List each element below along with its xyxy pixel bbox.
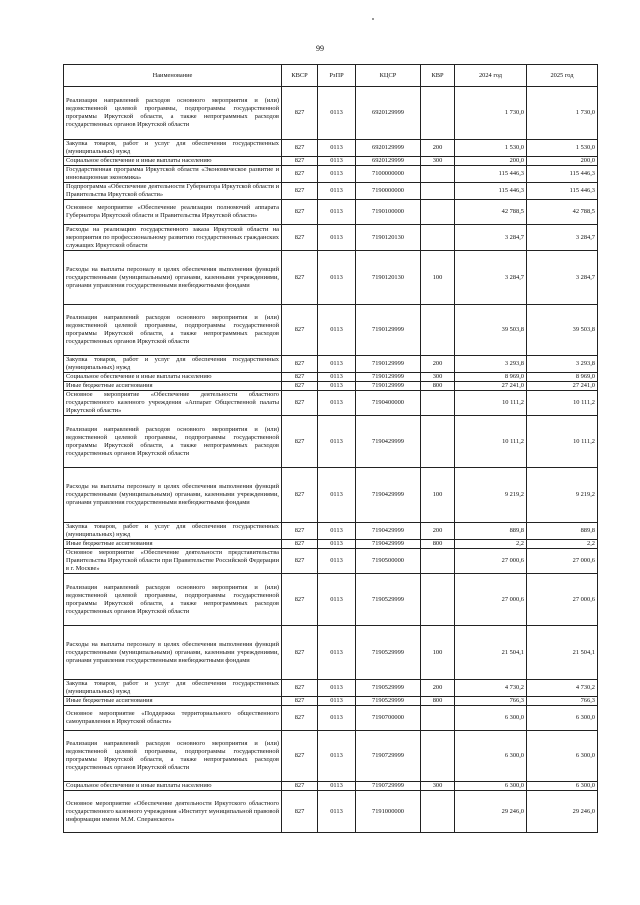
row-2025-cell: 3 293,8 (527, 356, 598, 373)
row-name-cell: Иные бюджетные ассигнования (64, 697, 282, 706)
row-kvr-cell: 200 (421, 680, 455, 697)
row-name-cell: Закупка товаров, работ и услуг для обеспечения государственных (муниципальных) нужд (64, 523, 282, 540)
table-header-row (64, 65, 598, 87)
row-kvr-cell: 800 (421, 697, 455, 706)
row-2025-cell: 29 246,0 (527, 791, 598, 833)
row-kvsr-cell: 827 (282, 140, 318, 157)
table-row (64, 140, 598, 157)
row-kvsr-cell: 827 (282, 305, 318, 356)
row-kvr-cell (421, 574, 455, 626)
row-kcsr-cell: 7190429999 (356, 468, 421, 523)
row-kvsr-cell: 827 (282, 468, 318, 523)
row-rzpr-cell: 0113 (318, 706, 356, 731)
row-2025-cell: 115 446,3 (527, 183, 598, 200)
row-name-cell: Основное мероприятие «Поддержка территориального общественного самоуправления в Иркутской области» (64, 706, 282, 731)
row-kvsr-cell: 827 (282, 540, 318, 549)
row-kcsr-cell: 7191000000 (356, 791, 421, 833)
row-rzpr-cell: 0113 (318, 87, 356, 140)
row-kvsr-cell: 827 (282, 251, 318, 305)
row-2024-cell: 3 284,7 (455, 251, 527, 305)
row-2024-cell: 889,8 (455, 523, 527, 540)
row-kcsr-cell: 7190129999 (356, 373, 421, 382)
row-2024-cell: 10 111,2 (455, 391, 527, 416)
table-row (64, 225, 598, 251)
row-2025-cell: 1 730,0 (527, 87, 598, 140)
table-row (64, 87, 598, 140)
row-rzpr-cell: 0113 (318, 166, 356, 183)
row-2025-cell: 9 219,2 (527, 468, 598, 523)
row-name-cell: Основное мероприятие «Обеспечение деятельности Иркутского областного государственного казенного учреждения «Институт муниципальной правовой информации имени М.М. Сперанского» (64, 791, 282, 833)
row-kcsr-cell: 7190120130 (356, 225, 421, 251)
row-name-cell: Иные бюджетные ассигнования (64, 382, 282, 391)
row-2024-cell: 1 530,0 (455, 140, 527, 157)
table-row (64, 391, 598, 416)
row-kvr-cell (421, 87, 455, 140)
row-name-cell: Реализация направлений расходов основного мероприятия и (или) ведомственной целевой программы, подпрограммы государственной программы Иркутской области, а также непрограммных расходов государственных органов Иркутской области (64, 731, 282, 782)
row-2024-cell: 115 446,3 (455, 183, 527, 200)
column-header-rzpr: РзПР (318, 65, 356, 87)
row-kcsr-cell: 7190429999 (356, 540, 421, 549)
row-rzpr-cell: 0113 (318, 782, 356, 791)
row-rzpr-cell: 0113 (318, 468, 356, 523)
row-name-cell: Расходы на выплаты персоналу в целях обеспечения выполнения функций государственными (муниципальными) органами, казенными учреждениями, органами управления государственными внебюджетными фондами (64, 251, 282, 305)
row-2025-cell: 3 284,7 (527, 225, 598, 251)
page-number: 99 (316, 44, 324, 53)
table-row (64, 626, 598, 680)
budget-table (63, 64, 598, 833)
row-rzpr-cell: 0113 (318, 157, 356, 166)
table-row (64, 183, 598, 200)
row-kvsr-cell: 827 (282, 416, 318, 468)
row-2024-cell: 3 284,7 (455, 225, 527, 251)
table-row (64, 706, 598, 731)
row-kcsr-cell: 7190129999 (356, 382, 421, 391)
column-header-kcsr: КЦСР (356, 65, 421, 87)
column-header-kvsr: КВСР (282, 65, 318, 87)
row-kcsr-cell: 7190129999 (356, 305, 421, 356)
row-kvsr-cell: 827 (282, 157, 318, 166)
row-kvsr-cell: 827 (282, 626, 318, 680)
row-kcsr-cell: 7190529999 (356, 697, 421, 706)
row-name-cell: Основное мероприятие «Обеспечение деятельности областного государственного казенного учреждения «Аппарат Общественной палаты Иркутской области» (64, 391, 282, 416)
row-kvr-cell: 200 (421, 356, 455, 373)
row-2025-cell: 27 000,6 (527, 574, 598, 626)
row-kcsr-cell: 6920129999 (356, 157, 421, 166)
scan-speck (372, 18, 374, 20)
row-kcsr-cell: 7190429999 (356, 416, 421, 468)
row-kcsr-cell: 7190000000 (356, 183, 421, 200)
row-2024-cell: 27 000,6 (455, 574, 527, 626)
row-name-cell: Закупка товаров, работ и услуг для обеспечения государственных (муниципальных) нужд (64, 680, 282, 697)
row-name-cell: Подпрограмма «Обеспечение деятельности Губернатора Иркутской области и Правительства Иркутской области» (64, 183, 282, 200)
row-kvr-cell: 100 (421, 626, 455, 680)
row-2024-cell: 39 503,8 (455, 305, 527, 356)
row-2025-cell: 27 000,6 (527, 549, 598, 574)
row-kvr-cell (421, 706, 455, 731)
row-name-cell: Иные бюджетные ассигнования (64, 540, 282, 549)
row-2025-cell: 115 446,3 (527, 166, 598, 183)
table-body (64, 87, 598, 833)
row-kcsr-cell: 6920129999 (356, 140, 421, 157)
row-rzpr-cell: 0113 (318, 251, 356, 305)
row-2024-cell: 21 504,1 (455, 626, 527, 680)
row-name-cell: Расходы на реализацию государственного заказа Иркутской области на мероприятия по профессиональному развитию государственных гражданских служащих Иркутской области (64, 225, 282, 251)
row-name-cell: Закупка товаров, работ и услуг для обеспечения государственных (муниципальных) нужд (64, 140, 282, 157)
row-rzpr-cell: 0113 (318, 523, 356, 540)
row-2024-cell: 6 300,0 (455, 706, 527, 731)
row-kvr-cell: 100 (421, 468, 455, 523)
row-kvsr-cell: 827 (282, 680, 318, 697)
row-rzpr-cell: 0113 (318, 416, 356, 468)
table-row (64, 680, 598, 697)
table-row (64, 791, 598, 833)
row-kvr-cell: 200 (421, 523, 455, 540)
row-kvsr-cell: 827 (282, 523, 318, 540)
row-rzpr-cell: 0113 (318, 356, 356, 373)
row-rzpr-cell: 0113 (318, 373, 356, 382)
row-2025-cell: 200,0 (527, 157, 598, 166)
row-2025-cell: 3 284,7 (527, 251, 598, 305)
row-kvr-cell: 300 (421, 373, 455, 382)
row-rzpr-cell: 0113 (318, 697, 356, 706)
row-kvr-cell (421, 183, 455, 200)
column-header-name: Наименование (64, 65, 282, 87)
row-2025-cell: 1 530,0 (527, 140, 598, 157)
row-2024-cell: 766,3 (455, 697, 527, 706)
column-header-kvr: КВР (421, 65, 455, 87)
row-kvsr-cell: 827 (282, 382, 318, 391)
row-name-cell: Основное мероприятие «Обеспечение реализации полномочий аппарата Губернатора Иркутской области и Правительства Иркутской области» (64, 200, 282, 225)
row-kvr-cell (421, 166, 455, 183)
row-name-cell: Государственная программа Иркутской области «Экономическое развитие и инновационная экономика» (64, 166, 282, 183)
row-kvr-cell (421, 416, 455, 468)
row-rzpr-cell: 0113 (318, 382, 356, 391)
table-row (64, 373, 598, 382)
row-kcsr-cell: 7190129999 (356, 356, 421, 373)
row-2024-cell: 27 000,6 (455, 549, 527, 574)
row-kvsr-cell: 827 (282, 782, 318, 791)
row-2025-cell: 42 788,5 (527, 200, 598, 225)
table-row (64, 549, 598, 574)
row-kvr-cell: 800 (421, 382, 455, 391)
row-2024-cell: 6 300,0 (455, 731, 527, 782)
row-2025-cell: 2,2 (527, 540, 598, 549)
row-2025-cell: 21 504,1 (527, 626, 598, 680)
table-row (64, 382, 598, 391)
row-name-cell: Расходы на выплаты персоналу в целях обеспечения выполнения функций государственными (муниципальными) органами, казенными учреждениями, органами управления государственными внебюджетными фондами (64, 626, 282, 680)
row-2024-cell: 8 969,0 (455, 373, 527, 382)
column-header-2024: 2024 год (455, 65, 527, 87)
row-kvr-cell (421, 731, 455, 782)
row-name-cell: Основное мероприятие «Обеспечение деятельности представительства Правительства Иркутской области при Правительстве Российской Федерации в г. Москве» (64, 549, 282, 574)
row-kcsr-cell: 7190100000 (356, 200, 421, 225)
row-2024-cell: 27 241,0 (455, 382, 527, 391)
row-2024-cell: 29 246,0 (455, 791, 527, 833)
row-rzpr-cell: 0113 (318, 731, 356, 782)
row-kcsr-cell: 6920129999 (356, 87, 421, 140)
row-kcsr-cell: 7190429999 (356, 523, 421, 540)
table-row (64, 731, 598, 782)
table-row (64, 574, 598, 626)
row-kvr-cell (421, 549, 455, 574)
row-kcsr-cell: 7190120130 (356, 251, 421, 305)
row-2025-cell: 10 111,2 (527, 391, 598, 416)
row-kvsr-cell: 827 (282, 391, 318, 416)
row-name-cell: Социальное обеспечение и иные выплаты населению (64, 157, 282, 166)
table-row (64, 166, 598, 183)
table-row (64, 305, 598, 356)
row-kvr-cell: 800 (421, 540, 455, 549)
row-rzpr-cell: 0113 (318, 391, 356, 416)
row-kcsr-cell: 7190500000 (356, 549, 421, 574)
row-name-cell: Реализация направлений расходов основного мероприятия и (или) ведомственной целевой программы, подпрограммы государственной программы Иркутской области, а также непрограммных расходов государственных органов Иркутской области (64, 574, 282, 626)
row-rzpr-cell: 0113 (318, 680, 356, 697)
row-kvsr-cell: 827 (282, 225, 318, 251)
row-2024-cell: 42 788,5 (455, 200, 527, 225)
row-kvr-cell (421, 391, 455, 416)
table-row (64, 697, 598, 706)
row-kvsr-cell: 827 (282, 87, 318, 140)
row-2024-cell: 10 111,2 (455, 416, 527, 468)
row-2025-cell: 10 111,2 (527, 416, 598, 468)
row-2024-cell: 4 730,2 (455, 680, 527, 697)
row-kcsr-cell: 7100000000 (356, 166, 421, 183)
row-rzpr-cell: 0113 (318, 225, 356, 251)
row-2025-cell: 8 969,0 (527, 373, 598, 382)
row-rzpr-cell: 0113 (318, 626, 356, 680)
row-kcsr-cell: 7190700000 (356, 706, 421, 731)
row-2025-cell: 39 503,8 (527, 305, 598, 356)
row-kvr-cell (421, 305, 455, 356)
row-kvr-cell (421, 791, 455, 833)
row-2025-cell: 4 730,2 (527, 680, 598, 697)
row-kvsr-cell: 827 (282, 373, 318, 382)
row-kcsr-cell: 7190529999 (356, 574, 421, 626)
row-kvsr-cell: 827 (282, 549, 318, 574)
row-2025-cell: 889,8 (527, 523, 598, 540)
table-row (64, 200, 598, 225)
row-2025-cell: 6 300,0 (527, 706, 598, 731)
row-2025-cell: 6 300,0 (527, 782, 598, 791)
row-kcsr-cell: 7190729999 (356, 782, 421, 791)
row-name-cell: Расходы на выплаты персоналу в целях обеспечения выполнения функций государственными (муниципальными) органами, казенными учреждениями, органами управления государственными внебюджетными фондами (64, 468, 282, 523)
row-rzpr-cell: 0113 (318, 305, 356, 356)
row-kvr-cell: 300 (421, 157, 455, 166)
row-kvsr-cell: 827 (282, 183, 318, 200)
row-kvsr-cell: 827 (282, 791, 318, 833)
row-2024-cell: 6 300,0 (455, 782, 527, 791)
row-2025-cell: 766,3 (527, 697, 598, 706)
row-kcsr-cell: 7190529999 (356, 626, 421, 680)
table-row (64, 468, 598, 523)
row-rzpr-cell: 0113 (318, 549, 356, 574)
row-2024-cell: 200,0 (455, 157, 527, 166)
row-kcsr-cell: 7190729999 (356, 731, 421, 782)
table-row (64, 782, 598, 791)
row-kvr-cell (421, 225, 455, 251)
row-rzpr-cell: 0113 (318, 140, 356, 157)
row-kvsr-cell: 827 (282, 706, 318, 731)
row-kvr-cell: 100 (421, 251, 455, 305)
row-name-cell: Социальное обеспечение и иные выплаты населению (64, 782, 282, 791)
row-2024-cell: 3 293,8 (455, 356, 527, 373)
table-row (64, 416, 598, 468)
row-name-cell: Реализация направлений расходов основного мероприятия и (или) ведомственной целевой программы, подпрограммы государственной программы Иркутской области, а также непрограммных расходов государственных органов Иркутской области (64, 416, 282, 468)
table-row (64, 251, 598, 305)
row-kvsr-cell: 827 (282, 697, 318, 706)
row-2024-cell: 2,2 (455, 540, 527, 549)
row-2024-cell: 9 219,2 (455, 468, 527, 523)
row-rzpr-cell: 0113 (318, 574, 356, 626)
row-name-cell: Реализация направлений расходов основного мероприятия и (или) ведомственной целевой программы, подпрограммы государственной программы Иркутской области, а также непрограммных расходов государственных органов Иркутской области (64, 305, 282, 356)
row-rzpr-cell: 0113 (318, 791, 356, 833)
table-row (64, 356, 598, 373)
row-2024-cell: 115 446,3 (455, 166, 527, 183)
row-2024-cell: 1 730,0 (455, 87, 527, 140)
row-kcsr-cell: 7190529999 (356, 680, 421, 697)
row-name-cell: Закупка товаров, работ и услуг для обеспечения государственных (муниципальных) нужд (64, 356, 282, 373)
row-kcsr-cell: 7190400000 (356, 391, 421, 416)
row-kvsr-cell: 827 (282, 200, 318, 225)
row-kvr-cell (421, 200, 455, 225)
column-header-2025: 2025 год (527, 65, 598, 87)
row-kvsr-cell: 827 (282, 166, 318, 183)
row-2025-cell: 6 300,0 (527, 731, 598, 782)
row-rzpr-cell: 0113 (318, 540, 356, 549)
table-row (64, 157, 598, 166)
row-rzpr-cell: 0113 (318, 200, 356, 225)
row-kvr-cell: 300 (421, 782, 455, 791)
row-kvsr-cell: 827 (282, 574, 318, 626)
table-row (64, 540, 598, 549)
table-row (64, 523, 598, 540)
row-name-cell: Реализация направлений расходов основного мероприятия и (или) ведомственной целевой программы, подпрограммы государственной программы Иркутской области, а также непрограммных расходов государственных органов Иркутской области (64, 87, 282, 140)
row-kvsr-cell: 827 (282, 356, 318, 373)
row-name-cell: Социальное обеспечение и иные выплаты населению (64, 373, 282, 382)
row-kvr-cell: 200 (421, 140, 455, 157)
row-kvsr-cell: 827 (282, 731, 318, 782)
row-2025-cell: 27 241,0 (527, 382, 598, 391)
row-rzpr-cell: 0113 (318, 183, 356, 200)
